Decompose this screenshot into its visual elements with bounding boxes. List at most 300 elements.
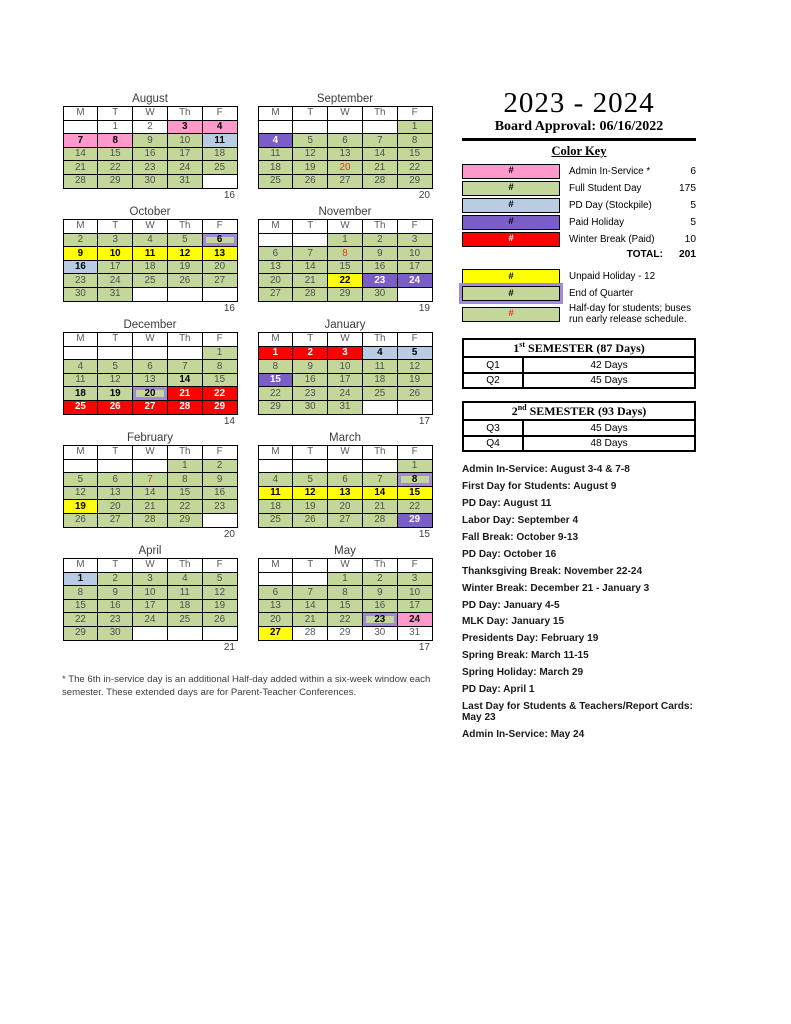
day-header: M [63,446,98,460]
key-row-eoq [462,286,696,302]
day-cell: 25 [133,274,168,288]
day-header: W [133,559,168,573]
day-cell: 2 [362,233,397,247]
day-header: Th [167,559,202,573]
day-cell: 23 [362,613,397,627]
day-cell: 5 [167,233,202,247]
day-header: F [397,220,432,234]
key-row-blue [462,197,696,213]
day-header: T [98,559,133,573]
day-cell: 27 [202,274,237,288]
day-cell: 23 [98,613,133,627]
day-cell: 3 [397,233,432,247]
day-cell: 10 [328,360,363,374]
day-cell: 29 [63,626,98,640]
day-cell: 13 [202,247,237,261]
day-cell: 22 [167,500,202,514]
day-cell: 29 [397,174,432,188]
day-cell: 10 [397,247,432,261]
day-cell: 9 [98,586,133,600]
day-cell: 28 [293,287,328,301]
day-cell: 16 [63,260,98,274]
day-cell: 29 [202,400,237,414]
day-cell: 27 [258,626,293,640]
yellow-swatch: # [462,269,560,284]
day-cell: 16 [362,599,397,613]
day-cell: 28 [362,174,397,188]
day-cell: 22 [98,161,133,175]
month-table [258,558,433,641]
day-cell: 8 [258,360,293,374]
day-cell: 9 [202,473,237,487]
event-line: Winter Break: December 21 - January 3 [462,582,650,594]
day-cell: 14 [362,486,397,500]
month-total: 16 [223,189,235,201]
day-header: Th [167,107,202,121]
color-key-main [462,163,696,247]
empty-cell [98,346,133,360]
empty-cell [202,287,237,301]
day-cell: 21 [133,500,168,514]
color-key-title: Color Key [551,144,607,159]
total-label: TOTAL: [626,248,663,260]
day-cell: 19 [98,387,133,401]
day-cell: 18 [133,260,168,274]
day-cell: 17 [328,373,363,387]
day-header: F [202,220,237,234]
day-header: W [328,220,363,234]
day-cell: 25 [362,387,397,401]
day-cell: 27 [133,400,168,414]
day-cell: 14 [293,599,328,613]
day-cell: 20 [328,161,363,175]
day-cell: 10 [397,586,432,600]
event-line: PD Day: October 16 [462,548,557,560]
day-cell: 18 [362,373,397,387]
empty-cell [133,287,168,301]
day-cell: 11 [167,586,202,600]
day-cell: 10 [98,247,133,261]
day-cell: 14 [167,373,202,387]
blue-swatch: # [462,198,560,213]
red-swatch: # [462,232,560,247]
eoq-swatch: # [462,286,560,301]
month-total: 21 [223,641,235,653]
day-cell: 18 [63,387,98,401]
day-cell: 6 [328,473,363,487]
event-line: Thanksgiving Break: November 22-24 [462,565,643,577]
day-header: F [202,333,237,347]
day-cell: 27 [258,287,293,301]
key-row-red [462,231,696,247]
day-cell: 28 [133,513,168,527]
day-cell: 20 [202,260,237,274]
events-list [462,464,696,739]
key-row-purple [462,214,696,230]
day-cell: 20 [258,274,293,288]
day-cell: 30 [362,626,397,640]
empty-cell [167,287,202,301]
day-cell: 6 [202,233,237,247]
day-cell: 22 [258,387,293,401]
day-header: Th [362,220,397,234]
day-cell: 7 [293,247,328,261]
day-cell: 9 [293,360,328,374]
month-table [63,219,238,302]
day-cell: 9 [362,247,397,261]
month-title: April [138,545,162,557]
day-cell: 28 [167,400,202,414]
quarter-days: 45 Days [523,420,695,436]
day-cell: 6 [133,360,168,374]
day-cell: 12 [293,147,328,161]
day-cell: 1 [397,459,432,473]
day-cell: 2 [98,572,133,586]
empty-cell [362,400,397,414]
day-cell: 24 [167,161,202,175]
day-cell: 3 [98,233,133,247]
event-line: PD Day: August 11 [462,498,552,510]
quarter-label: Q1 [463,357,523,373]
empty-cell [167,346,202,360]
event-line: Spring Holiday: March 29 [462,667,584,679]
day-cell: 5 [397,346,432,360]
month-title: March [329,432,361,444]
day-cell: 8 [328,586,363,600]
day-cell: 1 [258,346,293,360]
day-cell: 25 [258,174,293,188]
semester-table-1 [462,338,696,389]
day-cell: 8 [167,473,202,487]
empty-cell [133,459,168,473]
day-header: M [63,559,98,573]
day-cell: 22 [397,500,432,514]
day-header: Th [362,333,397,347]
key-label: Admin In-Service * [569,165,651,177]
day-cell: 15 [202,373,237,387]
month-table [258,332,433,415]
day-cell: 31 [397,626,432,640]
day-cell: 14 [293,260,328,274]
day-cell: 30 [293,400,328,414]
key-row-half [462,303,696,326]
day-header: Th [362,446,397,460]
day-cell: 4 [258,134,293,148]
day-cell: 23 [133,161,168,175]
month-may [257,544,433,657]
month-title: September [316,93,374,105]
day-cell: 31 [328,400,363,414]
day-header: M [258,107,293,121]
day-header: Th [362,107,397,121]
semester-table-2 [462,401,696,452]
month-table [258,445,433,528]
empty-cell [63,346,98,360]
day-header: M [258,559,293,573]
day-cell: 7 [362,134,397,148]
day-cell: 8 [397,134,432,148]
day-cell: 13 [258,260,293,274]
month-table [63,558,238,641]
right-panel [462,88,696,746]
day-cell: 1 [328,572,363,586]
day-cell: 9 [63,247,98,261]
month-total: 17 [418,641,430,653]
day-cell: 26 [293,174,328,188]
day-cell: 11 [202,134,237,148]
month-total: 20 [223,528,235,540]
key-label: End of Quarter [569,288,634,300]
day-cell: 28 [362,513,397,527]
day-cell: 2 [362,572,397,586]
month-title: May [334,545,356,557]
day-header: T [293,220,328,234]
day-cell: 15 [397,147,432,161]
day-cell: 3 [133,572,168,586]
day-cell: 7 [167,360,202,374]
key-row-green [462,180,696,196]
day-cell: 29 [328,287,363,301]
day-cell: 1 [202,346,237,360]
key-count: 5 [690,216,696,228]
day-cell: 17 [397,260,432,274]
month-october [62,205,238,318]
year-title: 2023 - 2024 [503,87,655,119]
day-cell: 7 [63,134,98,148]
month-february [62,431,238,544]
day-cell: 20 [133,387,168,401]
day-header: Th [362,559,397,573]
day-cell: 1 [167,459,202,473]
day-header: M [258,446,293,460]
empty-cell [202,174,237,188]
day-cell: 17 [167,147,202,161]
key-row-pink [462,163,696,179]
day-cell: 17 [98,260,133,274]
event-line: Admin In-Service: August 3-4 & 7-8 [462,464,630,476]
day-cell: 30 [63,287,98,301]
day-cell: 19 [167,260,202,274]
event-line: First Day for Students: August 9 [462,481,617,493]
day-cell: 30 [98,626,133,640]
month-title: August [132,93,168,105]
month-title: November [318,206,372,218]
key-label: Half-day for students; buses run early release schedule. [569,302,691,326]
day-header: F [397,107,432,121]
day-cell: 14 [63,147,98,161]
month-total: 15 [418,528,430,540]
day-cell: 13 [133,373,168,387]
day-cell: 18 [258,161,293,175]
day-cell: 26 [98,400,133,414]
day-cell: 3 [328,346,363,360]
day-header: Th [167,333,202,347]
event-line: Fall Break: October 9-13 [462,532,579,544]
day-cell: 5 [98,360,133,374]
day-cell: 31 [167,174,202,188]
day-cell: 28 [293,626,328,640]
day-cell: 25 [202,161,237,175]
day-cell: 14 [133,486,168,500]
day-cell: 22 [328,274,363,288]
day-cell: 22 [328,613,363,627]
empty-cell [202,513,237,527]
day-cell: 17 [397,599,432,613]
month-title: January [324,319,366,331]
day-cell: 2 [293,346,328,360]
day-cell: 2 [133,120,168,134]
day-cell: 4 [202,120,237,134]
day-cell: 15 [328,260,363,274]
day-cell: 19 [293,500,328,514]
event-line: Labor Day: September 4 [462,515,579,527]
day-header: T [293,333,328,347]
day-cell: 22 [397,161,432,175]
day-cell: 8 [328,247,363,261]
month-august [62,92,238,205]
day-cell: 21 [63,161,98,175]
day-cell: 8 [63,586,98,600]
day-cell: 26 [293,513,328,527]
quarter-label: Q2 [463,373,523,389]
day-cell: 24 [397,613,432,627]
day-cell: 6 [98,473,133,487]
day-cell: 5 [293,473,328,487]
day-cell: 23 [362,274,397,288]
day-cell: 12 [397,360,432,374]
day-cell: 31 [98,287,133,301]
key-label: Paid Holiday [569,216,625,228]
day-header: F [202,559,237,573]
empty-cell [293,572,328,586]
day-header: M [63,107,98,121]
day-header: M [258,333,293,347]
day-cell: 26 [167,274,202,288]
day-cell: 13 [258,599,293,613]
semester-header: 1st SEMESTER (87 Days) [463,339,695,357]
half-swatch: # [462,307,560,322]
day-cell: 30 [133,174,168,188]
month-table [63,106,238,189]
month-total: 14 [223,415,235,427]
key-count: 6 [690,165,696,177]
day-header: M [63,333,98,347]
empty-cell [98,459,133,473]
day-cell: 2 [202,459,237,473]
day-cell: 4 [258,473,293,487]
key-label: Winter Break (Paid) [569,233,655,245]
day-cell: 15 [258,373,293,387]
day-cell: 13 [328,147,363,161]
day-cell: 10 [133,586,168,600]
empty-cell [293,233,328,247]
day-cell: 3 [167,120,202,134]
footnote: * The 6th in-service day is an additional Half-day added within a six-week window each semester. These extended days are for Parent-Teacher Conferences. [62,674,431,698]
day-cell: 23 [63,274,98,288]
empty-cell [133,626,168,640]
month-table [63,445,238,528]
month-title: December [123,319,177,331]
day-cell: 15 [328,599,363,613]
day-cell: 29 [167,513,202,527]
day-cell: 4 [63,360,98,374]
key-count: 175 [679,182,696,194]
day-cell: 7 [133,473,168,487]
day-cell: 22 [63,613,98,627]
day-cell: 16 [98,599,133,613]
day-header: Th [167,220,202,234]
empty-cell [328,120,363,134]
event-line: Spring Break: March 11-15 [462,650,589,662]
month-total: 19 [418,302,430,314]
key-label: Unpaid Holiday - 12 [569,271,656,283]
day-cell: 8 [397,473,432,487]
empty-cell [258,459,293,473]
day-cell: 26 [202,613,237,627]
day-cell: 4 [167,572,202,586]
month-table [258,106,433,189]
day-header: W [328,107,363,121]
semester-header: 2nd SEMESTER (93 Days) [463,402,695,420]
day-cell: 18 [258,500,293,514]
empty-cell [293,120,328,134]
color-key-extra [462,269,696,326]
day-cell: 20 [258,613,293,627]
day-cell: 15 [98,147,133,161]
day-header: F [397,446,432,460]
quarter-days: 42 Days [523,357,695,373]
day-cell: 11 [63,373,98,387]
event-line: Presidents Day: February 19 [462,633,599,645]
key-label: Full Student Day [569,182,642,194]
day-header: Th [167,446,202,460]
empty-cell [397,400,432,414]
event-line: Last Day for Students & Teachers/Report Cards: May 23 [462,700,693,723]
day-cell: 11 [258,147,293,161]
empty-cell [362,459,397,473]
day-cell: 5 [63,473,98,487]
day-header: W [133,220,168,234]
day-cell: 25 [258,513,293,527]
quarter-days: 45 Days [523,373,695,389]
day-cell: 19 [202,599,237,613]
day-cell: 12 [98,373,133,387]
day-cell: 16 [362,260,397,274]
event-line: PD Day: April 1 [462,684,535,696]
day-cell: 1 [397,120,432,134]
quarter-label: Q3 [463,420,523,436]
day-cell: 11 [133,247,168,261]
day-cell: 25 [167,613,202,627]
quarter-label: Q4 [463,436,523,452]
empty-cell [63,459,98,473]
day-cell: 29 [258,400,293,414]
day-header: F [202,107,237,121]
day-cell: 29 [98,174,133,188]
day-cell: 2 [63,233,98,247]
day-cell: 11 [258,486,293,500]
day-header: W [328,446,363,460]
green-swatch: # [462,181,560,196]
day-cell: 24 [328,387,363,401]
day-cell: 22 [202,387,237,401]
day-cell: 6 [258,247,293,261]
key-label: PD Day (Stockpile) [569,199,652,211]
empty-cell [258,120,293,134]
day-cell: 12 [293,486,328,500]
day-cell: 21 [293,274,328,288]
day-cell: 24 [98,274,133,288]
